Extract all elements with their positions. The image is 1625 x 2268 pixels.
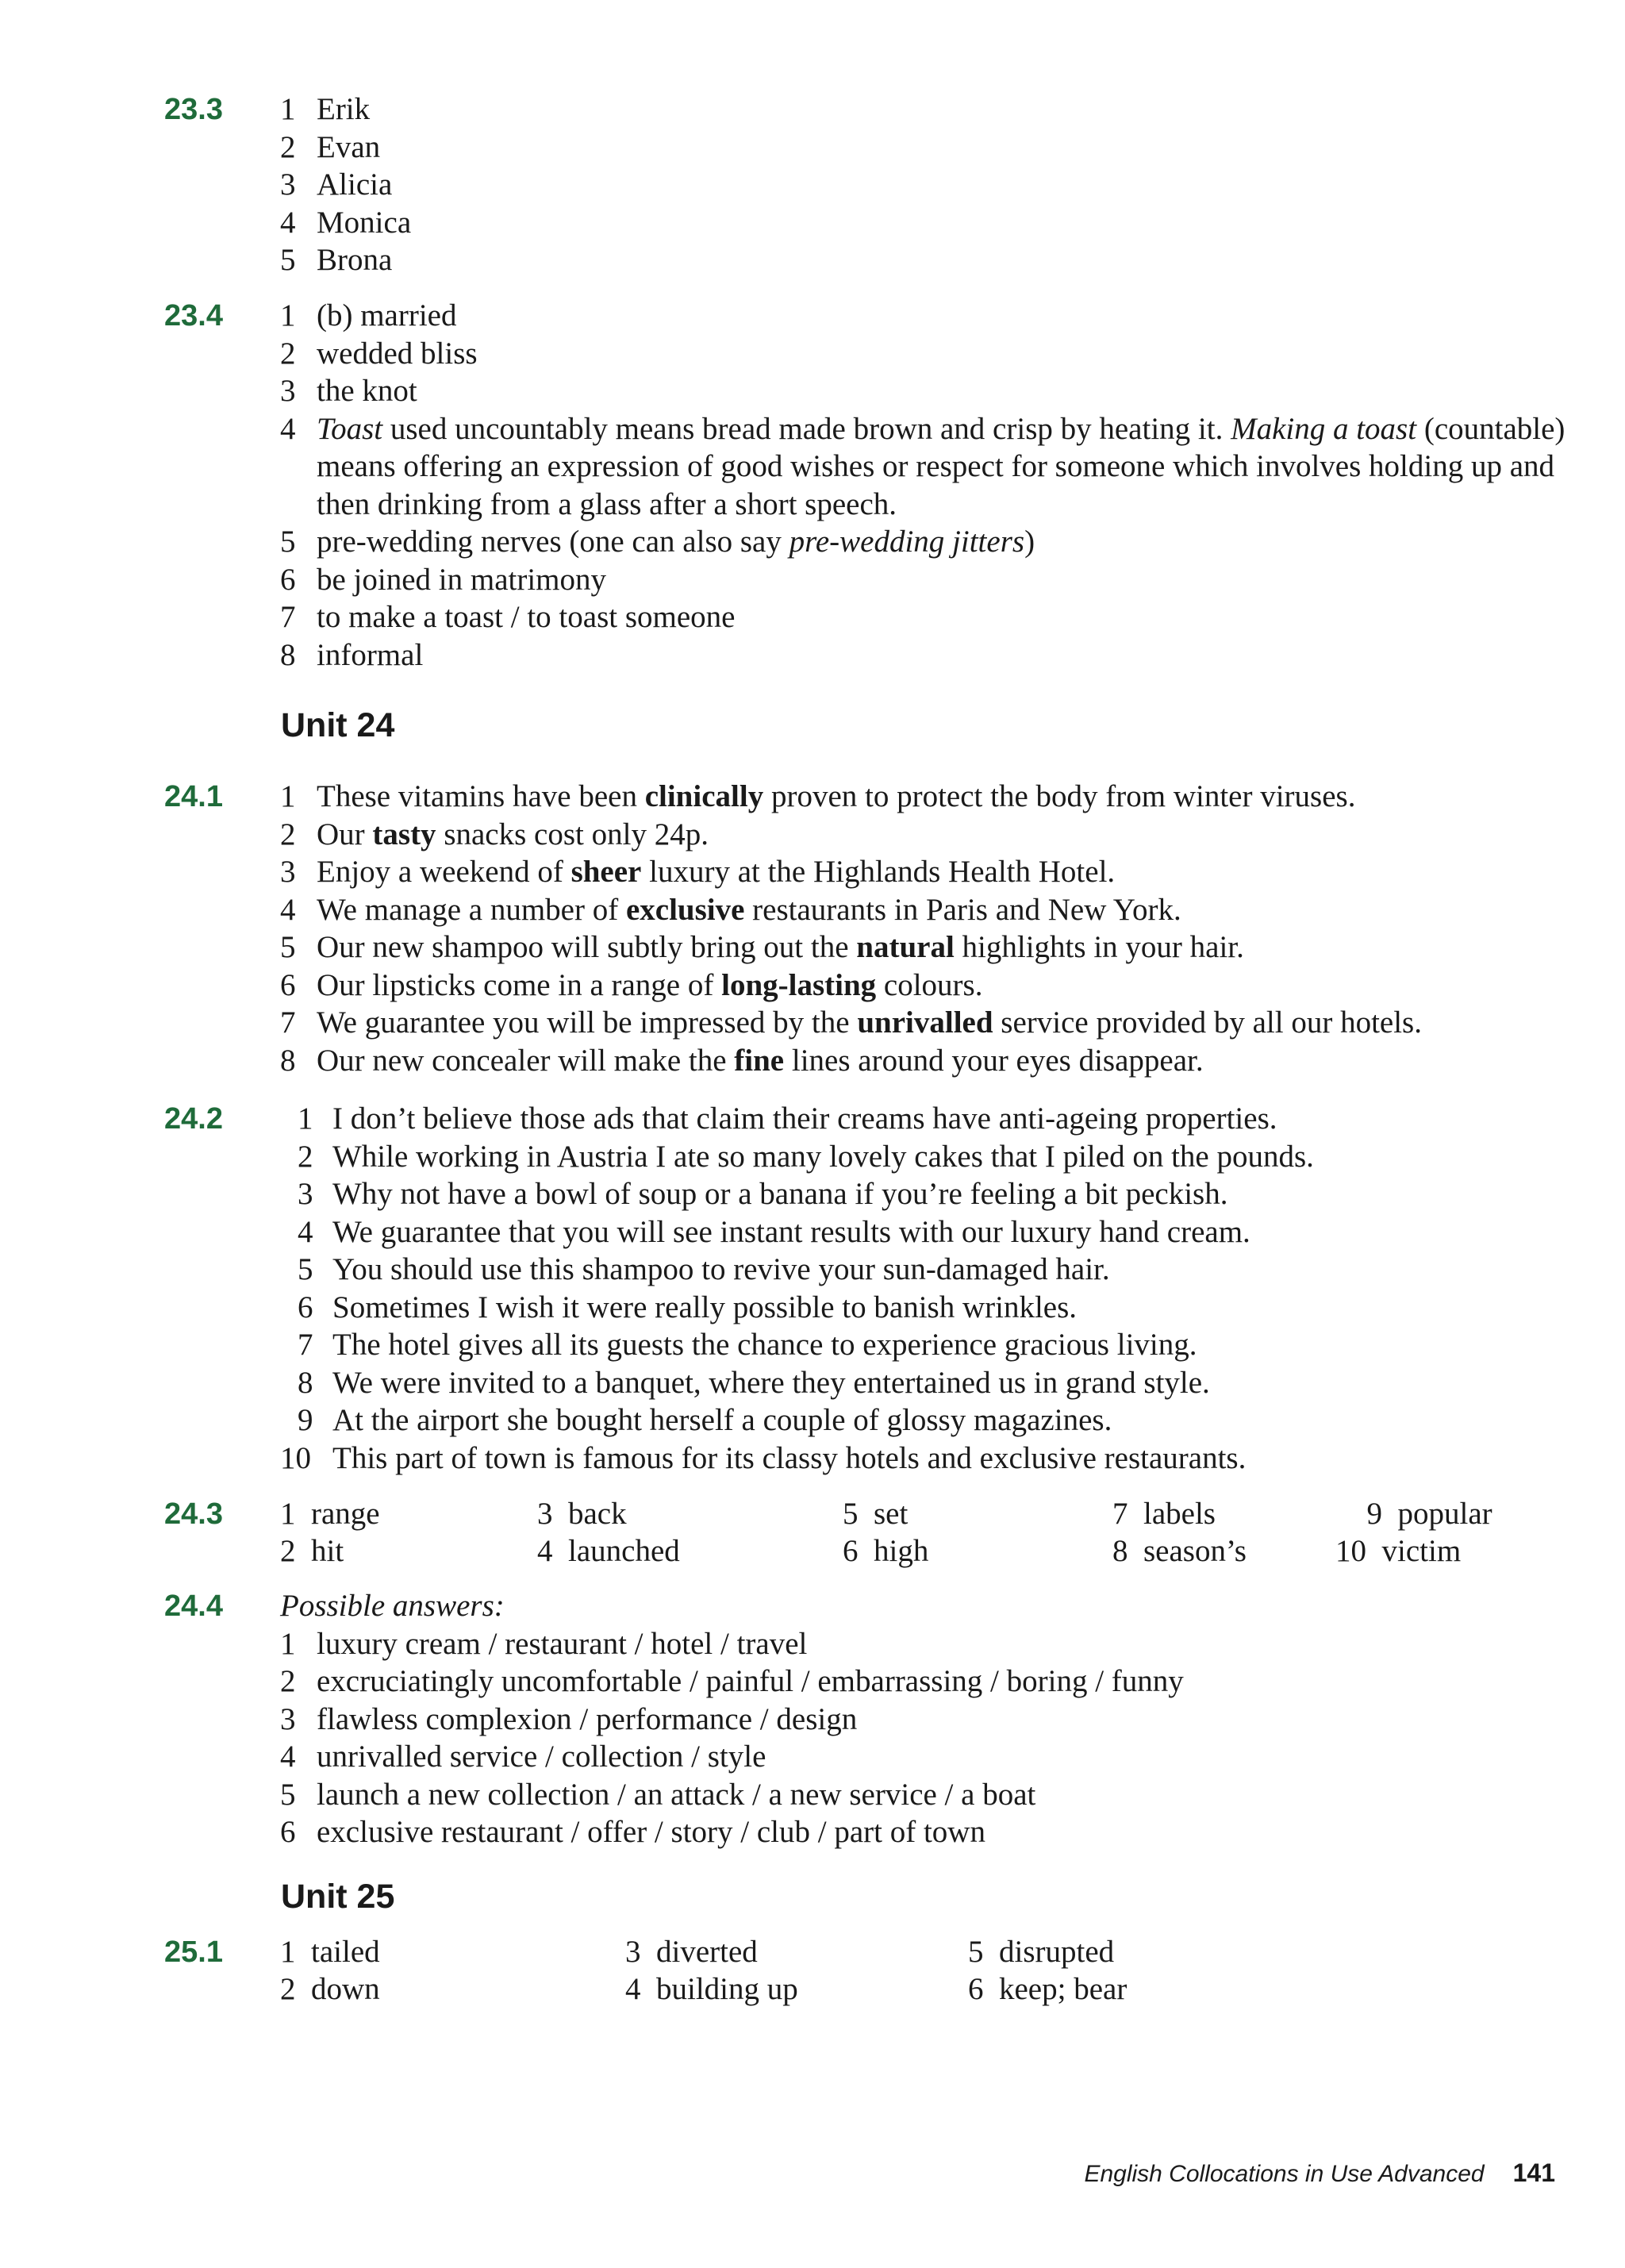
list-item: 1 range: [280, 1497, 380, 1531]
list-item: 4 launched: [537, 1534, 680, 1568]
list-item: 4 We guarantee that you will see instant results with our luxury hand cream.: [298, 1214, 1250, 1249]
list-item: 1 These vitamins have been clinically proven to protect the body from winter viruses.: [280, 779, 1356, 813]
list-item: 5 set: [843, 1497, 909, 1531]
list-item: 1 Erik: [280, 92, 371, 126]
list-item: 2 hit: [280, 1534, 344, 1568]
list-item: 6 keep; bear: [968, 1972, 1128, 2006]
list-item: 7 labels: [1112, 1497, 1216, 1531]
exercise-number: 23.4: [164, 299, 223, 333]
list-item: 8 season’s: [1112, 1534, 1247, 1568]
list-item: 5 Brona: [280, 243, 393, 277]
list-item: 1 (b) married: [280, 298, 457, 333]
list-item: 8 Our new concealer will make the fine lines around your eyes disappear.: [280, 1043, 1204, 1078]
unit-heading: Unit 25: [281, 1878, 395, 1916]
answer-list: [280, 90, 1565, 279]
page-number: 141: [1512, 2158, 1555, 2187]
list-item: 7 We guarantee you will be impressed by the unrivalled service provided by all our hotels.: [280, 1005, 1422, 1040]
page-footer: [1084, 2157, 1555, 2190]
list-item: 2 Evan: [280, 129, 381, 164]
list-item: 4 unrivalled service / collection / style: [280, 1739, 766, 1774]
list-item: 2 Our tasty snacks cost only 24p.: [280, 817, 709, 851]
exercise-number: 24.2: [164, 1102, 223, 1136]
answer-list: [280, 297, 1565, 674]
exercise-number: 24.1: [164, 780, 223, 813]
list-item: 8 We were invited to a banquet, where they entertained us in grand style.: [298, 1365, 1210, 1400]
list-item: 2 wedded bliss: [280, 336, 478, 371]
list-item: 6 exclusive restaurant / offer / story / club / part of town: [280, 1815, 985, 1849]
exercise-number: 23.3: [164, 93, 223, 126]
list-item: 3 Why not have a bowl of soup or a banana if you’re feeling a bit peckish.: [298, 1177, 1228, 1211]
answer-list: [280, 1100, 1565, 1477]
list-item: 3 back: [537, 1497, 627, 1531]
exercise-number: 25.1: [164, 1935, 223, 1969]
list-item: 7 to make a toast / to toast someone: [280, 600, 736, 634]
exercise-number: 24.3: [164, 1497, 223, 1531]
exercise-number: 24.4: [164, 1590, 223, 1623]
list-item: 4 Monica: [280, 205, 412, 240]
list-item: 3 Alicia: [280, 167, 393, 202]
list-item: 3 diverted: [625, 1935, 758, 1969]
list-item: 9 popular: [1366, 1497, 1492, 1531]
list-item: 1 luxury cream / restaurant / hotel / travel: [280, 1626, 808, 1661]
unit-heading: Unit 24: [281, 706, 395, 744]
list-item: 10 This part of town is famous for its classy hotels and exclusive restaurants.: [280, 1440, 1247, 1475]
list-item: 4 We manage a number of exclusive restaurants in Paris and New York.: [280, 892, 1181, 927]
list-item: 2 excruciatingly uncomfortable / painful / embarrassing / boring / funny: [280, 1664, 1184, 1698]
list-item: 2 down: [280, 1972, 380, 2006]
list-item: 5 pre-wedding nerves (one can also say pre-wedding jitters): [280, 525, 1035, 559]
possible-answers-label: Possible answers:: [280, 1589, 505, 1623]
list-item: 1 I don’t believe those ads that claim their creams have anti-ageing properties.: [298, 1101, 1277, 1136]
book-title: English Collocations in Use Advanced: [1084, 2161, 1485, 2187]
answer-list: [280, 1587, 1565, 1851]
list-item: 5 launch a new collection / an attack / a new service / a boat: [280, 1777, 1036, 1812]
list-item: 6 high: [843, 1534, 929, 1568]
answer-list: [280, 778, 1565, 1079]
list-item: 2 While working in Austria I ate so many lovely cakes that I piled on the pounds.: [298, 1139, 1314, 1174]
list-item: 6 Sometimes I wish it were really possible to banish wrinkles.: [298, 1290, 1078, 1324]
list-item: 1 tailed: [280, 1935, 380, 1969]
list-item: 4 building up: [625, 1972, 798, 2006]
list-item: 10 victim: [1335, 1534, 1462, 1568]
list-item: 3 flawless complexion / performance / design: [280, 1701, 858, 1736]
list-item: 6 Our lipsticks come in a range of long-lasting colours.: [280, 967, 983, 1002]
list-item: 5 You should use this shampoo to revive your sun-damaged hair.: [298, 1252, 1110, 1286]
list-item: 5 disrupted: [968, 1935, 1115, 1969]
list-item: 3 Enjoy a weekend of sheer luxury at the Highlands Health Hotel.: [280, 855, 1116, 889]
list-item: 9 At the airport she bought herself a couple of glossy magazines.: [298, 1403, 1112, 1437]
list-item: 5 Our new shampoo will subtly bring out the natural highlights in your hair.: [280, 930, 1244, 964]
list-item: 3 the knot: [280, 374, 417, 408]
list-item: 4 Toast used uncountably means bread made brown and crisp by heating it. Making a toast (countable) means offering an expression of good wishes or respect for someone which involves holding up and then drinking from a glass after a short speech.: [280, 411, 1565, 521]
list-item: 8 informal: [280, 637, 424, 672]
list-item: 6 be joined in matrimony: [280, 562, 607, 597]
list-item: 7 The hotel gives all its guests the chance to experience gracious living.: [298, 1328, 1197, 1362]
